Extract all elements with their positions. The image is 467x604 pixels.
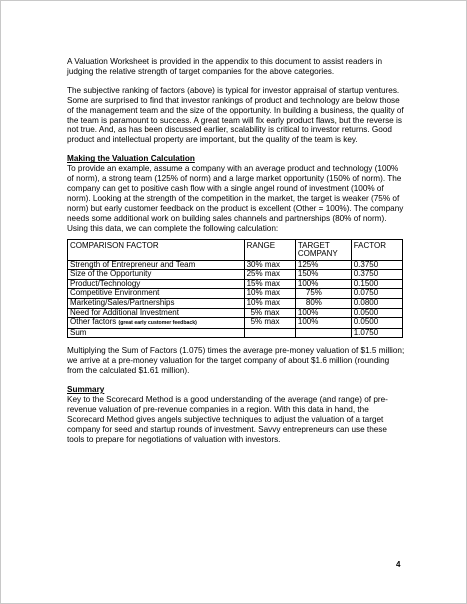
cell-target: 100% (295, 308, 351, 318)
sum-empty-range (244, 328, 295, 338)
page-number: 4 (396, 560, 401, 569)
cell-factor: Competitive Environment (68, 289, 245, 299)
cell-factor: Marketing/Sales/Partnerships (68, 299, 245, 309)
page-content (67, 57, 405, 445)
intro-paragraph-1: A Valuation Worksheet is provided in the appendix to this document to assist readers in judging the relative strength of target companies for the above categories. (67, 57, 383, 76)
cell-target: 75% (295, 289, 351, 299)
cell-target: 100% (295, 279, 351, 289)
cell-range: 10% max (244, 289, 295, 299)
calculation-paragraph: To provide an example, assume a company with an average product and technology (100% of norm), a strong team (125% of norm) and a large market opportunity (150% of norm). The company can get to positive cash flow with a single angel round of investment (100% of norm). Looking at the strength of the competition in the market, the target is weaker (75% of norm) but early customer feedback on the product is excellent (Other = 100%). The company needs some additional work on building sales channels and partnerships (80% of norm). Using this data, we can complete the following calculation: (67, 164, 404, 233)
cell-target: 80% (295, 299, 351, 309)
table-row (68, 318, 403, 329)
cell-value: 0.0500 (351, 318, 402, 329)
cell-value: 0.1500 (351, 279, 402, 289)
cell-range: 5% max (244, 308, 295, 318)
cell-value: 0.3750 (351, 260, 402, 270)
cell-factor-note: (great early customer feedback) (118, 320, 197, 327)
cell-range: 5% max (244, 318, 295, 329)
cell-target: 100% (295, 318, 351, 329)
valuation-table (67, 239, 403, 339)
header-comparison-factor: COMPARISON FACTOR (68, 239, 245, 260)
cell-factor: Strength of Entrepreneur and Team (68, 260, 245, 270)
cell-value: 0.0800 (351, 299, 402, 309)
cell-range: 30% max (244, 260, 295, 270)
header-range: RANGE (244, 239, 295, 260)
sum-value: 1.0750 (351, 328, 402, 338)
cell-range: 15% max (244, 279, 295, 289)
table-row (68, 299, 403, 309)
sum-label: Sum (68, 328, 245, 338)
intro-paragraph-2: The subjective ranking of factors (above) is typical for investor appraisal of startup ventures. Some are surprised to find that investor rankings of product and technology are below those of the management team and the size of the opportunity. In building a business, the quality of the team is paramount to success. A great team will fix early product flaws, but the reverse is not true. And, as has been discussed earlier, scalability is critical to investor returns. Good product and intellectual property are important, but the quality of the team is key. (67, 85, 404, 145)
cell-factor: Product/Technology (68, 279, 245, 289)
cell-target: 125% (295, 260, 351, 270)
table-row (68, 270, 403, 280)
result-paragraph: Multiplying the Sum of Factors (1.075) times the average pre-money valuation of $1.5 million; we arrive at a pre-money valuation for the target company of about $1.6 million (rounding from the calculated $1.61 million). (67, 346, 405, 376)
table-header-row (68, 239, 403, 260)
cell-value: 0.3750 (351, 270, 402, 280)
cell-range: 10% max (244, 299, 295, 309)
cell-value: 0.0500 (351, 308, 402, 318)
section-heading-calculation: Making the Valuation Calculation (67, 154, 195, 164)
cell-factor (68, 318, 245, 329)
header-target-company: TARGET COMPANY (295, 239, 351, 260)
cell-target: 150% (295, 270, 351, 280)
section-heading-summary: Summary (67, 385, 105, 395)
cell-value: 0.0750 (351, 289, 402, 299)
cell-factor: Need for Additional Investment (68, 308, 245, 318)
summary-paragraph: Key to the Scorecard Method is a good understanding of the average (and range) of pre-revenue valuation of pre-revenue companies in a region. With this data in hand, the Scorecard Method gives angels subjective techniques to adjust the valuation of a target company for seed and startup rounds of investment. Savvy entrepreneurs can use these tools to prepare for negotiations of valuation with investors. (67, 395, 388, 444)
table-sum-row (68, 328, 403, 338)
cell-range: 25% max (244, 270, 295, 280)
cell-factor: Size of the Opportunity (68, 270, 245, 280)
cell-factor-label: Other factors (70, 317, 117, 327)
sum-empty-target (295, 328, 351, 338)
header-factor: FACTOR (351, 239, 402, 260)
